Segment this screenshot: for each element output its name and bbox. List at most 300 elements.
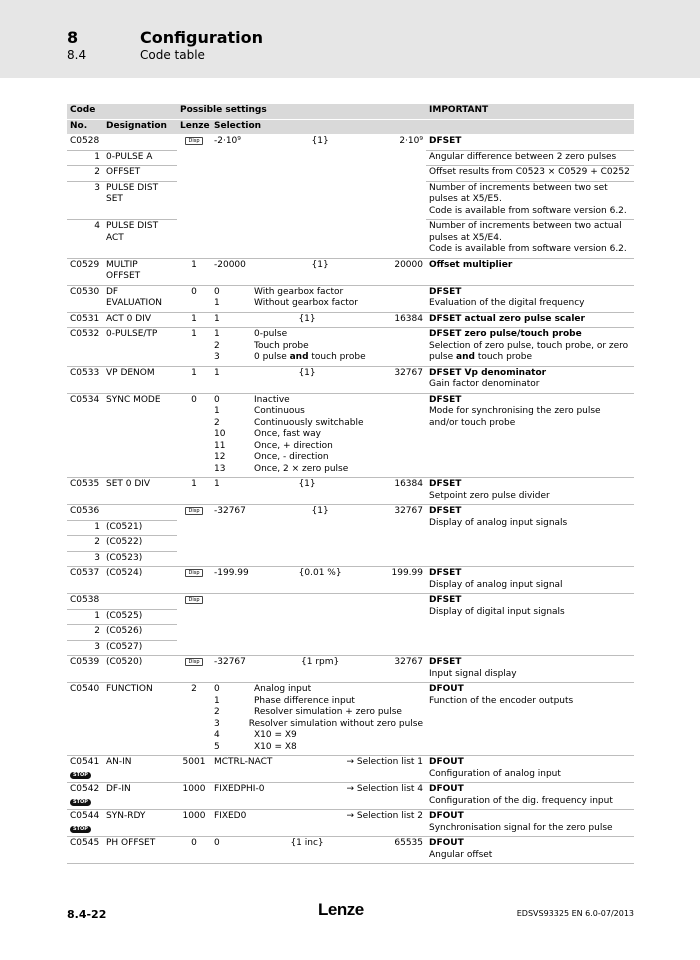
code-number-text: C0542 xyxy=(70,784,100,794)
selection-range xyxy=(214,657,423,669)
designation: (C0526) xyxy=(103,625,177,641)
important-text: Number of increments between two set pulses at X5/E5. xyxy=(429,182,608,204)
option-value: 0 xyxy=(214,286,220,297)
important xyxy=(426,150,634,166)
subcode-number: 1 xyxy=(67,150,103,166)
selection-option xyxy=(214,742,423,754)
selection-step: {1} xyxy=(311,136,329,146)
header-lenze: Lenze xyxy=(177,119,211,135)
option-value: 13 xyxy=(214,463,226,474)
selection-step: {1} xyxy=(311,506,329,516)
option-label: Continuous xyxy=(254,406,305,416)
table-row xyxy=(67,810,634,837)
lenze-default: 1 xyxy=(177,366,211,393)
selection-min: -20000 xyxy=(214,259,246,270)
option-label: Inactive xyxy=(254,394,290,405)
important-title: DFSET xyxy=(429,657,462,667)
code-number-text: C0539 xyxy=(70,657,100,667)
designation xyxy=(103,135,177,151)
selection-option xyxy=(214,696,423,708)
selection xyxy=(211,478,426,505)
lenze-default: 1 xyxy=(177,478,211,505)
table-header-row-2 xyxy=(67,119,634,135)
selection-step: {0.01 %} xyxy=(298,568,342,578)
selection-min: MCTRL-NACT xyxy=(214,757,273,767)
selection-max: 2·10⁹ xyxy=(399,136,423,146)
important-text: Code is available from software version 6.2. xyxy=(429,205,627,216)
important-text: Display of analog input signals xyxy=(429,517,568,528)
selection-option xyxy=(214,341,423,353)
page-header xyxy=(0,0,700,78)
lenze-default: 2 xyxy=(177,683,211,756)
code-number-text: C0534 xyxy=(70,394,100,405)
header-important-blank xyxy=(426,119,634,135)
option-value: 1 xyxy=(214,329,220,339)
code-number-text: C0538 xyxy=(70,595,100,605)
selection xyxy=(211,783,426,810)
code-number xyxy=(67,393,103,478)
code-number-text: C0536 xyxy=(70,506,100,516)
selection-range xyxy=(214,568,423,580)
option-value: 12 xyxy=(214,452,226,462)
subcode-number: 2 xyxy=(67,625,103,641)
display-only-icon: Disp xyxy=(185,569,202,577)
important-title: DFSET xyxy=(429,136,462,146)
selection-min: FIXED0 xyxy=(214,811,247,821)
important-text: Gain factor denominator xyxy=(429,379,540,389)
important xyxy=(426,505,634,567)
code-number xyxy=(67,783,103,810)
designation: 0-PULSE/TP xyxy=(103,328,177,367)
header-code: Code xyxy=(67,104,177,119)
table-row xyxy=(67,135,634,151)
selection xyxy=(211,810,426,837)
important xyxy=(426,258,634,285)
important-text: Function of the encoder outputs xyxy=(429,695,574,706)
important xyxy=(426,478,634,505)
code-number-text: C0528 xyxy=(70,136,100,146)
subcode-number: 2 xyxy=(67,536,103,552)
important-title: Offset multiplier xyxy=(429,259,513,270)
code-number xyxy=(67,567,103,594)
important-title: DFSET zero pulse/touch probe xyxy=(429,329,582,339)
table-row xyxy=(67,594,634,610)
important xyxy=(426,683,634,756)
lenze-default: 1 xyxy=(177,312,211,328)
lenze-default: 0 xyxy=(177,393,211,478)
option-bold: and xyxy=(289,352,309,362)
important-title: DFSET xyxy=(429,506,462,516)
selection-option xyxy=(214,464,423,476)
designation xyxy=(103,594,177,610)
stop-icon: STOP xyxy=(70,826,91,833)
code-number-text: C0531 xyxy=(70,313,100,324)
important xyxy=(426,393,634,478)
selection-option xyxy=(214,429,423,441)
important-title: DFSET actual zero pulse scaler xyxy=(429,313,585,324)
designation: PH OFFSET xyxy=(103,837,177,864)
selection xyxy=(211,656,426,683)
important xyxy=(426,135,634,151)
code-number xyxy=(67,810,103,837)
subcode-number: 1 xyxy=(67,520,103,536)
code-number-text: C0544 xyxy=(70,811,100,821)
important xyxy=(426,181,634,220)
selection-max: 16384 xyxy=(394,479,423,489)
option-label: 0-pulse xyxy=(254,329,288,339)
important xyxy=(426,328,634,367)
important-text: Evaluation of the digital frequency xyxy=(429,298,585,308)
lenze-logo: Lenze xyxy=(318,900,364,919)
option-label: Once, + direction xyxy=(254,440,333,451)
important-text: Display of digital input signals xyxy=(429,606,565,617)
code-number xyxy=(67,285,103,312)
selection xyxy=(211,594,426,656)
selection-max: 32767 xyxy=(394,657,424,667)
option-value: 10 xyxy=(214,429,226,439)
selection xyxy=(211,683,426,756)
important-text: Synchronisation signal for the zero pulse xyxy=(429,822,613,833)
designation: AN-IN xyxy=(103,756,177,783)
table-row xyxy=(67,683,634,756)
option-value: 2 xyxy=(214,340,220,351)
selection xyxy=(211,505,426,567)
code-number-text: C0545 xyxy=(70,838,100,848)
important-text: Number of increments between two actual pulses at X5/E4. xyxy=(429,221,622,243)
selection-option xyxy=(214,406,423,418)
lenze-default: 1 xyxy=(177,258,211,285)
subcode-number: 1 xyxy=(67,609,103,625)
option-label: X10 = X9 xyxy=(254,730,297,740)
table-row xyxy=(67,756,634,783)
selection-min: 1 xyxy=(214,313,220,324)
code-number xyxy=(67,328,103,367)
code-number-text: C0532 xyxy=(70,329,100,339)
selection-min: 0 xyxy=(214,838,220,848)
important xyxy=(426,220,634,259)
designation: (C0520) xyxy=(103,656,177,683)
important xyxy=(426,366,634,393)
table-row xyxy=(67,393,634,478)
important-text: Angular offset xyxy=(429,849,493,860)
section-title: Code table xyxy=(140,48,205,62)
selection-option xyxy=(214,707,423,719)
selection-option xyxy=(214,329,423,341)
table-header-row-1 xyxy=(67,104,634,119)
option-value: 2 xyxy=(214,417,220,428)
option-label: Once, 2 × zero pulse xyxy=(254,463,349,474)
selection-min: FIXEDPHI-0 xyxy=(214,784,265,794)
option-value: 4 xyxy=(214,730,220,740)
lenze-default: 5001 xyxy=(177,756,211,783)
option-label: Without gearbox factor xyxy=(254,298,358,308)
option-label: Once, fast way xyxy=(254,429,321,439)
lenze-default: 0 xyxy=(177,285,211,312)
selection-list-link: → Selection list 1 xyxy=(346,757,424,767)
important-title: DFSET xyxy=(429,479,462,489)
table-row xyxy=(67,258,634,285)
table-row xyxy=(67,366,634,393)
header-designation: Designation xyxy=(103,119,177,135)
option-value: 3 xyxy=(214,718,220,729)
option-value: 0 xyxy=(214,684,220,694)
code-number-text: C0533 xyxy=(70,367,100,378)
code-number xyxy=(67,683,103,756)
option-value: 1 xyxy=(214,406,220,416)
selection-option xyxy=(214,452,423,464)
code-number-text: C0540 xyxy=(70,684,100,694)
option-value: 0 xyxy=(214,394,220,405)
table-body xyxy=(67,135,634,864)
selection-max: 65535 xyxy=(394,838,424,848)
designation: 0-PULSE A xyxy=(103,150,177,166)
table-row xyxy=(67,285,634,312)
selection xyxy=(211,328,426,367)
header-selection: Selection xyxy=(211,119,426,135)
important xyxy=(426,312,634,328)
important xyxy=(426,285,634,312)
important-title: DFSET xyxy=(429,595,462,605)
selection-list-link: → Selection list 2 xyxy=(346,811,424,821)
selection-min: 1 xyxy=(214,479,220,489)
selection-option xyxy=(214,684,423,696)
selection-range xyxy=(214,784,423,796)
display-only-icon: Disp xyxy=(185,137,202,145)
important-text: Display of analog input signal xyxy=(429,579,563,590)
lenze-default xyxy=(177,505,211,567)
important-text: Configuration of analog input xyxy=(429,768,561,779)
code-number-text: C0537 xyxy=(70,568,100,578)
table-row xyxy=(67,783,634,810)
selection-max: 20000 xyxy=(394,259,423,270)
important-title: DFSET xyxy=(429,568,462,578)
lenze-default: 1 xyxy=(177,328,211,367)
option-value: 1 xyxy=(214,298,220,308)
lenze-default: 0 xyxy=(177,837,211,864)
important-text: Mode for synchronising the zero pulse and/or touch probe xyxy=(429,406,601,428)
designation: VP DENOM xyxy=(103,366,177,393)
important-bold: and xyxy=(456,352,475,362)
designation: OFFSET xyxy=(103,166,177,182)
document-id: EDSVS93325 EN 6.0-07/2013 xyxy=(516,909,634,918)
code-number xyxy=(67,312,103,328)
selection xyxy=(211,366,426,393)
display-only-icon: Disp xyxy=(185,596,202,604)
designation: DF-IN xyxy=(103,783,177,810)
code-number xyxy=(67,258,103,285)
selection xyxy=(211,567,426,594)
code-table xyxy=(67,104,634,864)
code-number xyxy=(67,756,103,783)
designation: SET 0 DIV xyxy=(103,478,177,505)
selection-range xyxy=(214,479,423,491)
selection-option xyxy=(214,730,423,742)
important xyxy=(426,783,634,810)
option-label: Resolver simulation without zero pulse xyxy=(248,718,424,729)
lenze-default: 1000 xyxy=(177,810,211,837)
option-value: 2 xyxy=(214,707,220,717)
important-title: DFOUT xyxy=(429,684,464,694)
display-only-icon: Disp xyxy=(185,658,202,666)
selection-step: {1 inc} xyxy=(290,838,324,848)
selection-step: {1 rpm} xyxy=(301,657,340,667)
table-row xyxy=(67,837,634,864)
code-number xyxy=(67,594,103,610)
option-value: 1 xyxy=(214,695,220,706)
option-value: 5 xyxy=(214,741,220,752)
selection-min: -32767 xyxy=(214,506,246,516)
option-label: Touch probe xyxy=(254,340,309,351)
selection-option xyxy=(214,352,423,364)
important xyxy=(426,837,634,864)
designation: FUNCTION xyxy=(103,683,177,756)
designation: (C0524) xyxy=(103,567,177,594)
code-number xyxy=(67,837,103,864)
code-number-text: C0529 xyxy=(70,259,100,270)
important-text: Code is available from software version 6.2. xyxy=(429,244,627,254)
selection-min: -32767 xyxy=(214,657,246,667)
selection-range xyxy=(214,260,423,272)
selection-max: 199.99 xyxy=(391,568,423,578)
header-possible-settings: Possible settings xyxy=(177,104,426,119)
subcode-number: 2 xyxy=(67,166,103,182)
selection xyxy=(211,135,426,259)
code-number-text: C0535 xyxy=(70,479,100,489)
selection xyxy=(211,258,426,285)
selection-range xyxy=(214,838,423,850)
important-title: DFOUT xyxy=(429,757,464,767)
code-number-text: C0530 xyxy=(70,286,100,297)
option-label: Once, - direction xyxy=(254,452,329,462)
important-title: DFOUT xyxy=(429,784,464,794)
code-number xyxy=(67,135,103,151)
selection-range xyxy=(214,368,423,380)
important-title: DFOUT xyxy=(429,838,464,848)
option-label: Phase difference input xyxy=(254,695,355,706)
table-row xyxy=(67,312,634,328)
lenze-default xyxy=(177,567,211,594)
selection xyxy=(211,285,426,312)
option-label: Analog input xyxy=(254,684,312,694)
subcode-number: 3 xyxy=(67,181,103,220)
table-row xyxy=(67,505,634,521)
stop-icon: STOP xyxy=(70,772,91,779)
selection-option xyxy=(214,298,423,310)
important xyxy=(426,656,634,683)
chapter-title: Configuration xyxy=(140,28,264,47)
selection-step: {1} xyxy=(298,313,316,324)
designation: DF EVALUATION xyxy=(103,285,177,312)
important-title: DFSET Vp denominator xyxy=(429,367,547,378)
designation: (C0521) xyxy=(103,520,177,536)
table-row xyxy=(67,656,634,683)
header-important: IMPORTANT xyxy=(426,104,634,119)
selection-option xyxy=(214,287,423,299)
lenze-default xyxy=(177,656,211,683)
designation: (C0525) xyxy=(103,609,177,625)
important xyxy=(426,756,634,783)
code-number xyxy=(67,656,103,683)
lenze-default: 1000 xyxy=(177,783,211,810)
option-label: Resolver simulation + zero pulse xyxy=(254,707,402,717)
chapter-number: 8 xyxy=(67,28,79,47)
stop-icon: STOP xyxy=(70,799,91,806)
subcode-number: 4 xyxy=(67,220,103,259)
option-value: 11 xyxy=(214,440,226,451)
selection xyxy=(211,312,426,328)
option-label: With gearbox factor xyxy=(254,286,344,297)
selection-max: 32767 xyxy=(394,367,423,378)
selection-range xyxy=(214,757,423,769)
important-text: Configuration of the dig. frequency input xyxy=(429,795,613,806)
designation: (C0527) xyxy=(103,640,177,656)
table-row xyxy=(67,328,634,367)
subcode-number: 3 xyxy=(67,551,103,567)
important-text: Offset results from C0523 × C0529 + C0252 xyxy=(429,167,630,177)
selection-min: 1 xyxy=(214,367,220,378)
selection-range xyxy=(214,811,423,823)
selection-step: {1} xyxy=(298,367,316,378)
subcode-number: 3 xyxy=(67,640,103,656)
code-number xyxy=(67,505,103,521)
selection-option xyxy=(214,441,423,453)
important-title: DFSET xyxy=(429,286,462,297)
important-text: Angular difference between 2 zero pulses xyxy=(429,151,617,162)
option-label: 0 pulse and touch probe xyxy=(254,352,366,362)
option-label: X10 = X8 xyxy=(254,741,297,752)
selection-min: -2·10⁹ xyxy=(214,136,241,146)
designation: (C0523) xyxy=(103,551,177,567)
designation: MULTIP OFFSET xyxy=(103,258,177,285)
lenze-default xyxy=(177,594,211,656)
important xyxy=(426,594,634,656)
designation: PULSE DIST ACT xyxy=(103,220,177,259)
designation: PULSE DIST SET xyxy=(103,181,177,220)
designation: SYNC MODE xyxy=(103,393,177,478)
selection-list-link: → Selection list 4 xyxy=(346,784,424,794)
section-number: 8.4 xyxy=(67,48,87,62)
header-no: No. xyxy=(67,119,103,135)
important xyxy=(426,567,634,594)
selection-option xyxy=(214,719,423,731)
selection xyxy=(211,393,426,478)
designation: ACT 0 DIV xyxy=(103,312,177,328)
designation: SYN-RDY xyxy=(103,810,177,837)
important-text: Selection of zero pulse, touch probe, or zero pulse and touch probe xyxy=(429,340,629,362)
selection-min: -199.99 xyxy=(214,568,249,578)
option-value: 3 xyxy=(214,352,220,362)
option-label: Continuously switchable xyxy=(254,417,364,428)
page-number: 8.4-22 xyxy=(67,908,107,921)
selection-range xyxy=(214,136,423,148)
important-text: Input signal display xyxy=(429,668,517,679)
table-row xyxy=(67,478,634,505)
code-number xyxy=(67,478,103,505)
selection-step: {1} xyxy=(298,479,316,489)
selection-option xyxy=(214,395,423,407)
selection xyxy=(211,837,426,864)
designation: (C0522) xyxy=(103,536,177,552)
important-text: Setpoint zero pulse divider xyxy=(429,490,550,501)
display-only-icon: Disp xyxy=(185,507,202,515)
selection-range xyxy=(214,506,423,518)
code-number-text: C0541 xyxy=(70,757,100,767)
important-title: DFSET xyxy=(429,394,462,405)
code-number xyxy=(67,366,103,393)
table-row xyxy=(67,567,634,594)
selection-option xyxy=(214,418,423,430)
important xyxy=(426,810,634,837)
